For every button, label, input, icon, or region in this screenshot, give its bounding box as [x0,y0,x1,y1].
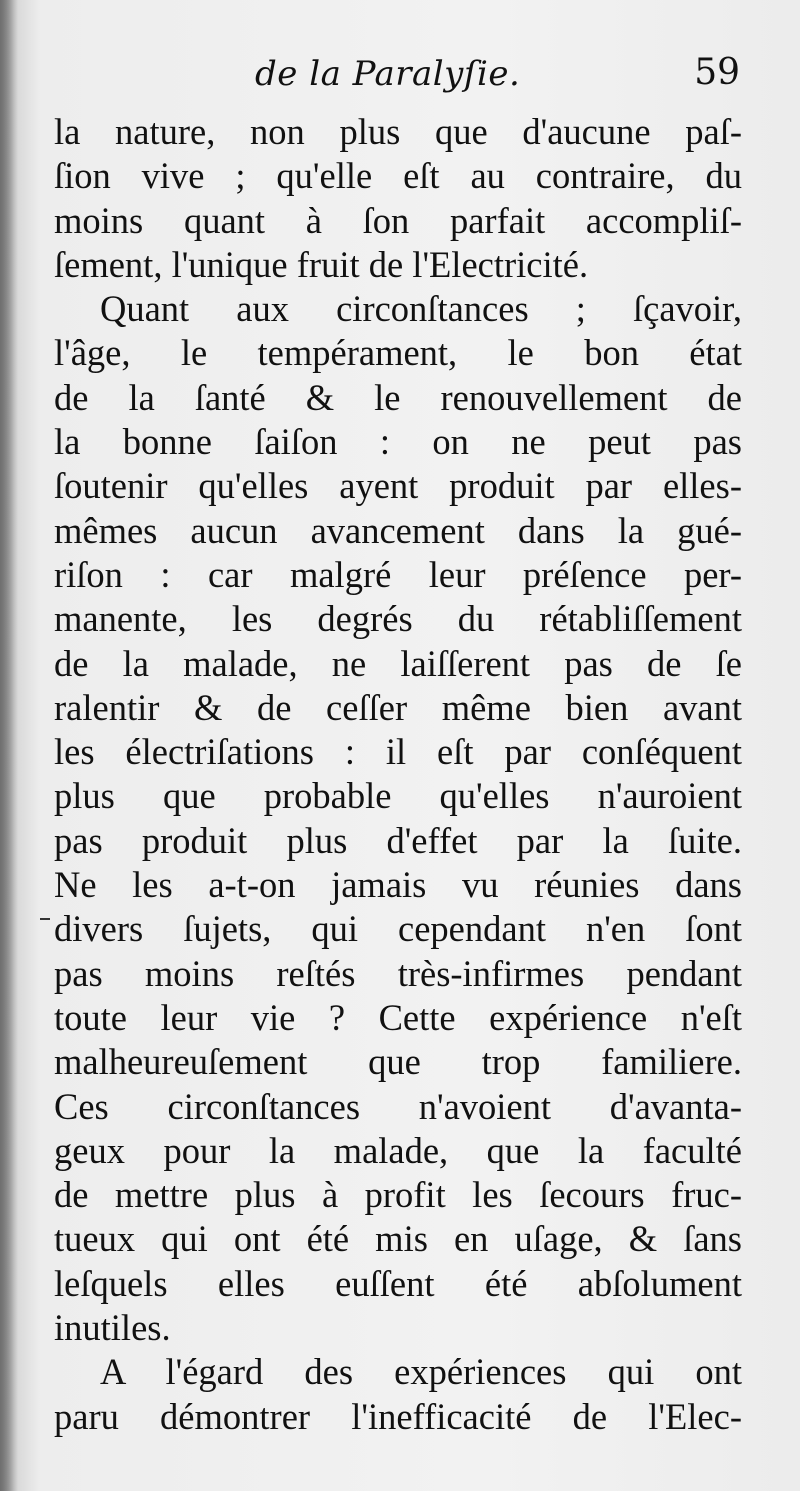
text-line: leſquels elles euſſent été abſolument [54,1262,742,1304]
body-text [54,110,742,1439]
text-line: moins quant à ſon parfait accompliſ- [54,199,742,241]
text-line: ſement, l'unique fruit de l'Electricité. [54,243,589,285]
text-line: toute leur vie ? Cette expérience n'eſt [54,996,742,1038]
text-line: plus que probable qu'elles n'auroient [54,775,742,817]
text-line: les électriſations : il eſt par conſéquent [54,731,742,773]
margin-mark [40,918,50,920]
text-line: tueux qui ont été mis en uſage, & ſans [54,1218,742,1260]
text-line: Ne les a-t-on jamais vu réunies dans [54,864,742,906]
text-line: manente, les degrés du rétabliſſement [54,598,742,640]
text-line: de mettre plus à profit les ſecours fruc- [54,1174,742,1216]
text-line: paru démontrer l'inefficacité de l'Elec- [54,1395,742,1437]
text-line: ralentir & de ceſſer même bien avant [54,686,742,728]
gutter-shadow [0,0,18,1491]
text-line: l'âge, le tempérament, le bon état [54,332,742,374]
text-line: geux pour la malade, que la faculté [54,1129,742,1171]
text-line: pas moins reſtés très-infirmes pendant [54,952,742,994]
text-line: malheureuſement que trop familiere. [54,1041,742,1083]
text-line: riſon : car malgré leur préſence per- [54,553,742,595]
text-line: Quant aux circonſtances ; ſçavoir, [100,288,742,330]
text-line: de la ſanté & le renouvellement de [54,376,742,418]
text-line: la nature, non plus que d'aucune paſ- [54,111,742,152]
text-line: pas produit plus d'effet par la ſuite. [54,819,742,861]
text-line: Ces circonſtances n'avoient d'avanta- [54,1085,742,1127]
text-line: ſoutenir qu'elles ayent produit par elles- [54,465,742,507]
page-header [0,52,800,102]
text-line: divers ſujets, qui cependant n'en ſont [54,908,742,950]
text-line: A l'égard des expériences qui ont [100,1351,742,1393]
text-line: inutiles. [54,1307,171,1349]
text-line: ſion vive ; qu'elle eſt au contraire, du [54,155,742,197]
running-title: de la Paralyſie. [255,54,521,94]
page-number: 59 [694,52,740,93]
text-line: la bonne ſaiſon : on ne peut pas [54,421,742,463]
text-line: de la malade, ne laiſſerent pas de ſe [54,642,742,684]
text-line: mêmes aucun avancement dans la gué- [54,509,742,551]
